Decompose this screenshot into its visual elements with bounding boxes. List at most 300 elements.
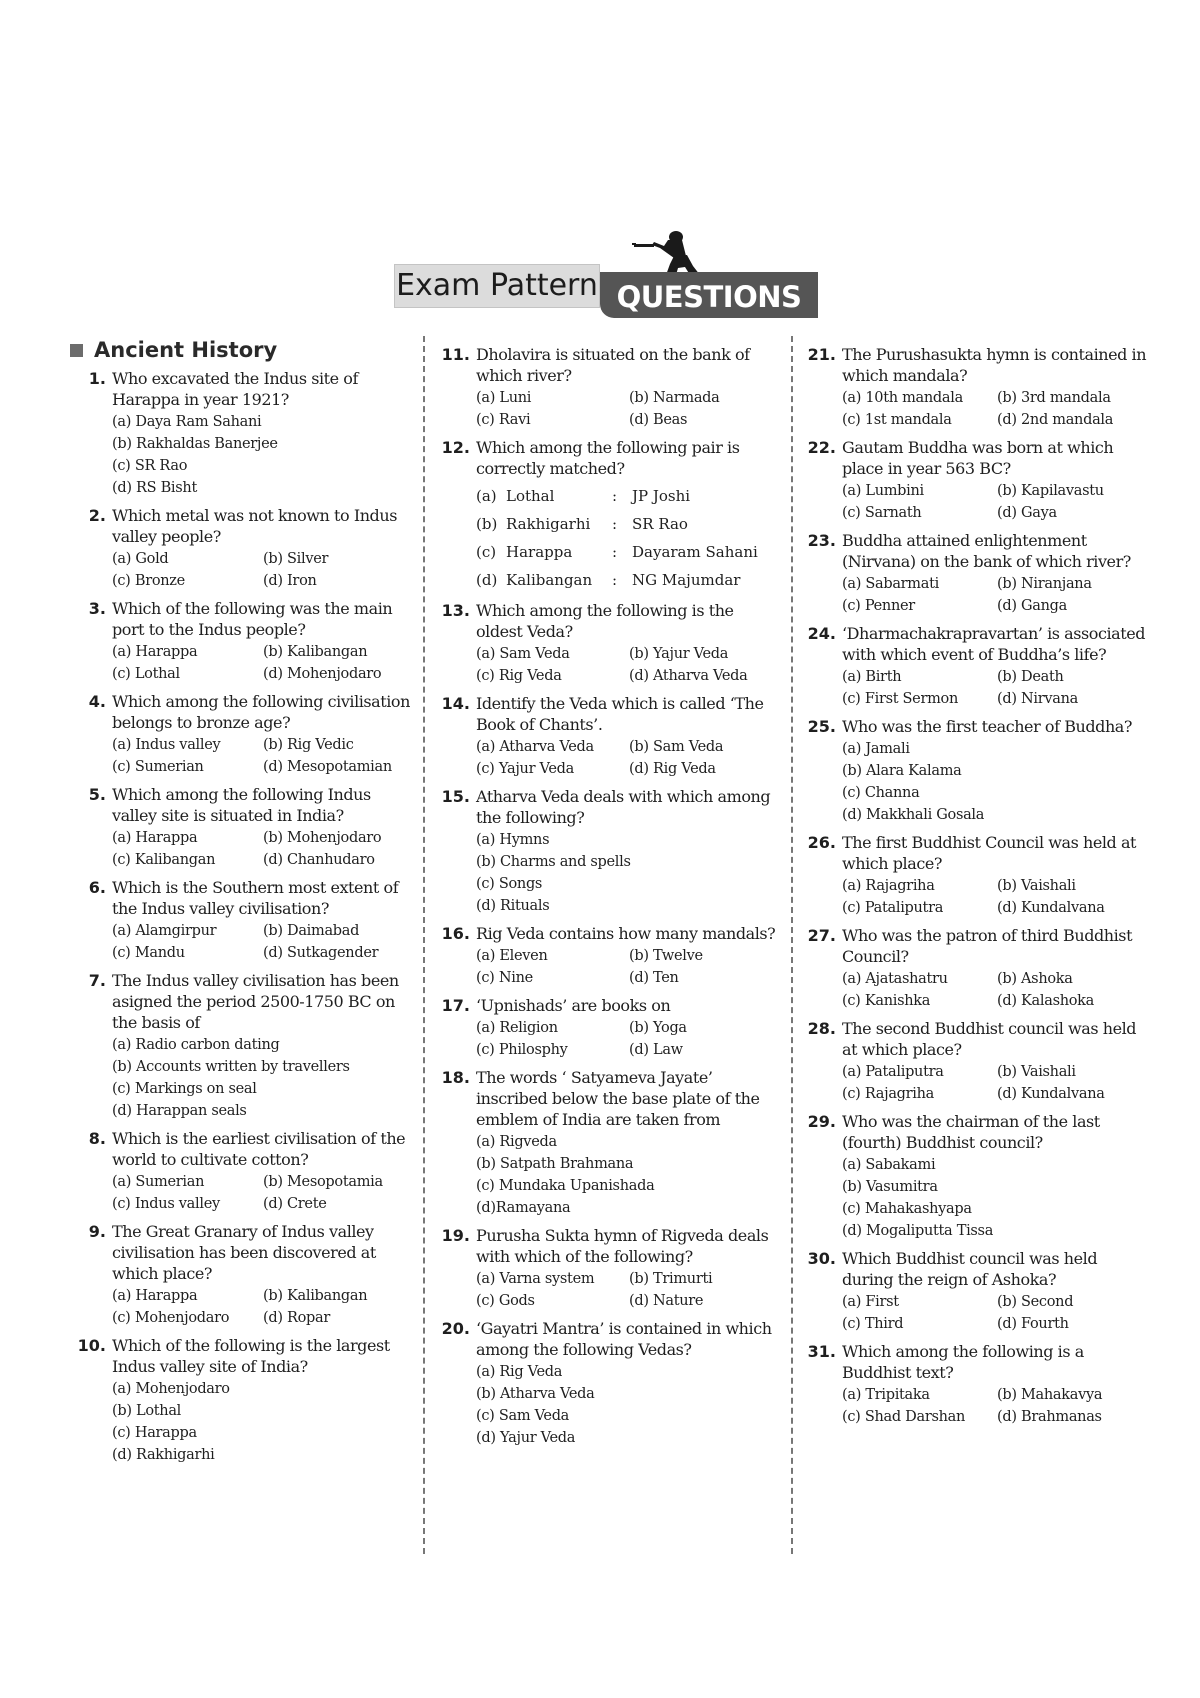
question-body [112, 970, 414, 1122]
answer-options [476, 643, 782, 687]
pair-excavator: NG Majumdar [632, 571, 741, 589]
answer-option: (a) Ajatashatru [842, 971, 948, 987]
question-number: 19. [441, 1226, 470, 1245]
answer-option: (d) Kundalvana [997, 1086, 1105, 1102]
question-number: 22. [807, 438, 836, 457]
answer-options [112, 1285, 414, 1329]
question-item [806, 925, 1152, 1012]
question-number: 27. [807, 926, 836, 945]
question-column-2 [440, 344, 782, 1455]
answer-option: (c) Penner [842, 598, 915, 614]
answer-option: (a) Alamgirpur [112, 923, 217, 939]
question-item [806, 623, 1152, 710]
answer-option: (a) Birth [842, 669, 902, 685]
answer-option: (c) First Sermon [842, 691, 959, 707]
question-text: Who was the chairman of the last (fourth) Buddhist council? [842, 1112, 1100, 1152]
pair-option-label: (b) [476, 515, 498, 533]
answer-option: (b) Ashoka [997, 971, 1073, 987]
question-text: Which among the following pair is correctly matched? [476, 438, 740, 478]
answer-option: (b) Mahakavya [997, 1387, 1103, 1403]
answer-options [842, 968, 1152, 1012]
pair-separator: : [612, 571, 618, 589]
answer-option: (c) Third [842, 1316, 904, 1332]
question-body [476, 1225, 782, 1312]
question-number: 28. [807, 1019, 836, 1038]
section-heading [70, 338, 414, 362]
question-item [440, 600, 782, 687]
answer-option: (c) Yajur Veda [476, 761, 574, 777]
answer-option: (d) Kalashoka [997, 993, 1095, 1009]
answer-option: (a) Rigveda [476, 1134, 557, 1150]
question-text: Which is the Southern most extent of the Indus valley civilisation? [112, 878, 399, 918]
answer-option: (c) Kalibangan [112, 852, 216, 868]
answer-option: (a) Rajagriha [842, 878, 935, 894]
answer-option: (a) Mohenjodaro [112, 1381, 230, 1397]
answer-options [112, 1034, 414, 1122]
answer-option: (c) Kanishka [842, 993, 931, 1009]
answer-option: (d) Mohenjodaro [263, 666, 382, 682]
question-item [440, 995, 782, 1061]
question-body [112, 368, 414, 499]
question-body [476, 1067, 782, 1219]
answer-option: (c) Songs [476, 876, 543, 892]
answer-option: (c) Lothal [112, 666, 180, 682]
question-item [70, 505, 414, 592]
answer-option: (b) Silver [263, 551, 329, 567]
answer-option: (c) Rajagriha [842, 1086, 935, 1102]
answer-option: (a) Luni [476, 390, 532, 406]
answer-option: (c) Gods [476, 1293, 535, 1309]
question-number: 2. [88, 506, 106, 525]
answer-option: (d) Sutkagender [263, 945, 379, 961]
answer-option: (c) Sam Veda [476, 1408, 570, 1424]
question-item [806, 832, 1152, 919]
answer-options [842, 666, 1152, 710]
question-number: 3. [88, 599, 106, 618]
answer-option: (c) SR Rao [112, 458, 188, 474]
answer-option: (a) Indus valley [112, 737, 221, 753]
answer-options [112, 641, 414, 685]
question-body [476, 786, 782, 917]
pair-site: Kalibangan [506, 571, 593, 589]
answer-option: (b) Death [997, 669, 1064, 685]
question-body [112, 877, 414, 964]
answer-option: (d) Rakhigarhi [112, 1447, 215, 1463]
answer-option: (a) Lumbini [842, 483, 924, 499]
answer-option: (b) Charms and spells [476, 854, 631, 870]
pair-excavator: Dayaram Sahani [632, 543, 758, 561]
answer-option: (c) Nine [476, 970, 533, 986]
answer-option: (d) Ganga [997, 598, 1067, 614]
pair-separator: : [612, 487, 618, 505]
answer-options [842, 1154, 1152, 1242]
question-item [440, 923, 782, 989]
question-body [112, 1128, 414, 1215]
question-text: Who was the patron of third Buddhist Council? [842, 926, 1133, 966]
question-column-3 [806, 344, 1152, 1434]
question-text: The words ‘ Satyameva Jayate’ inscribed below the base plate of the emblem of India are taken from [476, 1068, 760, 1129]
answer-options [476, 1268, 782, 1312]
question-text: Which Buddhist council was held during the reign of Ashoka? [842, 1249, 1098, 1289]
question-text: Purusha Sukta hymn of Rigveda deals with which of the following? [476, 1226, 769, 1266]
question-body [476, 437, 782, 594]
question-text: Which of the following was the main port to the Indus people? [112, 599, 393, 639]
answer-option: (b) Yajur Veda [629, 646, 729, 662]
answer-option: (b) Daimabad [263, 923, 360, 939]
question-item [806, 1341, 1152, 1428]
question-body [842, 925, 1152, 1012]
question-number: 20. [441, 1319, 470, 1338]
answer-option: (c) Sarnath [842, 505, 922, 521]
question-number: 12. [441, 438, 470, 457]
question-body [476, 344, 782, 431]
answer-option: (a) Hymns [476, 832, 550, 848]
answer-option: (c) Indus valley [112, 1196, 220, 1212]
answer-options [476, 945, 782, 989]
question-item [440, 693, 782, 780]
answer-option: (b) Trimurti [629, 1271, 713, 1287]
answer-option: (a) Daya Ram Sahani [112, 414, 262, 430]
answer-options [842, 1291, 1152, 1335]
match-pairs-table [476, 482, 782, 594]
question-item [806, 1248, 1152, 1335]
answer-option: (a) Eleven [476, 948, 548, 964]
answer-option: (b) Rig Vedic [263, 737, 354, 753]
pair-site: Harappa [506, 543, 573, 561]
answer-option: (a) Harappa [112, 644, 198, 660]
question-text: Which among the following civilisation belongs to bronze age? [112, 692, 410, 732]
question-item [70, 1128, 414, 1215]
answer-option: (d) Chanhudaro [263, 852, 375, 868]
question-item [70, 784, 414, 871]
question-item [70, 1221, 414, 1329]
answer-option: (b) Vasumitra [842, 1179, 938, 1195]
answer-option: (b) Sam Veda [629, 739, 724, 755]
questions-tab-label: QUESTIONS [600, 272, 818, 318]
question-text: ‘Dharmachakrapravartan’ is associated with which event of Buddha’s life? [842, 624, 1146, 664]
question-body [842, 1018, 1152, 1105]
answer-options [112, 1378, 414, 1466]
answer-option: (c) 1st mandala [842, 412, 952, 428]
answer-option: (d) Gaya [997, 505, 1057, 521]
answer-option: (d) Rituals [476, 898, 550, 914]
answer-options [842, 1384, 1152, 1428]
question-text: Which among the following is the oldest Veda? [476, 601, 734, 641]
question-body [842, 716, 1152, 826]
question-list [806, 344, 1152, 1428]
answer-options [476, 1017, 782, 1061]
question-number: 4. [88, 692, 106, 711]
answer-option: (c) Pataliputra [842, 900, 944, 916]
answer-option: (b) Second [997, 1294, 1074, 1310]
question-number: 21. [807, 345, 836, 364]
question-item [440, 786, 782, 917]
answer-option: (d) Makkhali Gosala [842, 807, 985, 823]
answer-option: (d) 2nd mandala [997, 412, 1114, 428]
answer-option: (d) Law [629, 1042, 683, 1058]
answer-option: (d) Nirvana [997, 691, 1078, 707]
answer-option: (c) Mahakashyapa [842, 1201, 972, 1217]
question-text: Which is the earliest civilisation of the world to cultivate cotton? [112, 1129, 406, 1169]
question-number: 18. [441, 1068, 470, 1087]
answer-option: (b) Lothal [112, 1403, 182, 1419]
answer-options [112, 1171, 414, 1215]
answer-option: (c) Mandu [112, 945, 185, 961]
answer-option: (a) Sabarmati [842, 576, 939, 592]
answer-option: (d) Mesopotamian [263, 759, 392, 775]
question-number: 26. [807, 833, 836, 852]
answer-option: (d) Nature [629, 1293, 704, 1309]
answer-option: (b) Mesopotamia [263, 1174, 383, 1190]
answer-option: (a) Jamali [842, 741, 910, 757]
question-body [842, 344, 1152, 431]
question-number: 17. [441, 996, 470, 1015]
answer-options [112, 827, 414, 871]
question-item [806, 530, 1152, 617]
answer-option: (a) Gold [112, 551, 169, 567]
question-number: 6. [88, 878, 106, 897]
question-item [70, 598, 414, 685]
answer-option: (b) Alara Kalama [842, 763, 962, 779]
answer-option: (d) Fourth [997, 1316, 1069, 1332]
pair-excavator: SR Rao [632, 515, 688, 533]
question-number: 11. [441, 345, 470, 364]
question-number: 30. [807, 1249, 836, 1268]
answer-options [112, 411, 414, 499]
match-pair-row [476, 482, 782, 510]
answer-option: (a) First [842, 1294, 899, 1310]
answer-options [112, 920, 414, 964]
question-number: 10. [77, 1336, 106, 1355]
column-divider [791, 336, 793, 1554]
question-number: 9. [88, 1222, 106, 1241]
question-text: Which among the following Indus valley site is situated in India? [112, 785, 371, 825]
answer-options [842, 573, 1152, 617]
answer-option: (b) Narmada [629, 390, 720, 406]
pair-excavator: JP Joshi [632, 487, 691, 505]
question-number: 29. [807, 1112, 836, 1131]
answer-option: (a) Harappa [112, 1288, 198, 1304]
question-item [70, 691, 414, 778]
question-text: Buddha attained enlightenment (Nirvana) on the bank of which river? [842, 531, 1131, 571]
answer-option: (d) Kundalvana [997, 900, 1105, 916]
answer-option: (a) Religion [476, 1020, 558, 1036]
answer-option: (a) Rig Veda [476, 1364, 563, 1380]
question-number: 16. [441, 924, 470, 943]
answer-option: (a) Radio carbon dating [112, 1037, 280, 1053]
answer-option: (d) Yajur Veda [476, 1430, 576, 1446]
answer-options [842, 387, 1152, 431]
question-item [440, 1067, 782, 1219]
question-number: 14. [441, 694, 470, 713]
question-text: Who excavated the Indus site of Harappa in year 1921? [112, 369, 358, 409]
answer-option: (c) Markings on seal [112, 1081, 257, 1097]
square-bullet-icon [70, 344, 83, 357]
question-body [112, 691, 414, 778]
question-text: Rig Veda contains how many mandals? [476, 924, 776, 943]
soldier-icon [630, 230, 710, 276]
answer-option: (b) Vaishali [997, 878, 1076, 894]
pair-separator: : [612, 543, 618, 561]
answer-option: (d) Iron [263, 573, 317, 589]
answer-option: (a) Sam Veda [476, 646, 570, 662]
answer-option: (d) Crete [263, 1196, 327, 1212]
answer-option: (d) Rig Veda [629, 761, 716, 777]
pair-option-label: (d) [476, 571, 498, 589]
question-item [806, 437, 1152, 524]
answer-option: (c) Mundaka Upanishada [476, 1178, 655, 1194]
answer-option: (b) Vaishali [997, 1064, 1076, 1080]
answer-option: (c) Bronze [112, 573, 185, 589]
column-divider [423, 336, 425, 1554]
answer-option: (a) Tripitaka [842, 1387, 930, 1403]
question-number: 8. [88, 1129, 106, 1148]
question-item [70, 368, 414, 499]
answer-options [476, 829, 782, 917]
answer-options [476, 1361, 782, 1449]
question-item [806, 716, 1152, 826]
answer-option: (a) Sumerian [112, 1174, 205, 1190]
question-body [112, 1221, 414, 1329]
answer-option: (c) Channa [842, 785, 920, 801]
question-list [70, 368, 414, 1466]
question-body [842, 530, 1152, 617]
question-column-1 [70, 338, 414, 1472]
question-body [476, 1318, 782, 1449]
question-text: Which metal was not known to Indus valley people? [112, 506, 397, 546]
answer-option: (b) Kapilavastu [997, 483, 1104, 499]
answer-option: (d) Brahmanas [997, 1409, 1102, 1425]
question-number: 5. [88, 785, 106, 804]
question-body [476, 923, 782, 989]
question-body [842, 623, 1152, 710]
answer-option: (d) Mogaliputta Tissa [842, 1223, 994, 1239]
answer-option: (d) RS Bisht [112, 480, 197, 496]
question-body [112, 784, 414, 871]
question-text: Which among the following is a Buddhist text? [842, 1342, 1084, 1382]
answer-option: (b) Accounts written by travellers [112, 1059, 350, 1075]
answer-option: (b) Satpath Brahmana [476, 1156, 634, 1172]
answer-option: (b) 3rd mandala [997, 390, 1111, 406]
exam-pattern-label: Exam Pattern [394, 264, 600, 308]
answer-option: (a) 10th mandala [842, 390, 963, 406]
question-text: ‘Upnishads’ are books on [476, 996, 671, 1015]
answer-option: (c) Ravi [476, 412, 531, 428]
question-number: 1. [88, 369, 106, 388]
question-body [476, 600, 782, 687]
answer-option: (c) Philosphy [476, 1042, 568, 1058]
question-list [440, 344, 782, 1449]
answer-options [476, 387, 782, 431]
answer-option: (b) Kalibangan [263, 1288, 368, 1304]
answer-option: (b) Kalibangan [263, 644, 368, 660]
question-text: Dholavira is situated on the bank of which river? [476, 345, 750, 385]
question-item [440, 437, 782, 594]
answer-option: (d)Ramayana [476, 1200, 571, 1216]
question-body [112, 505, 414, 592]
pair-site: Lothal [506, 487, 555, 505]
answer-option: (b) Atharva Veda [476, 1386, 595, 1402]
question-body [476, 995, 782, 1061]
question-number: 25. [807, 717, 836, 736]
answer-option: (d) Ropar [263, 1310, 331, 1326]
question-item [806, 1111, 1152, 1242]
question-body [476, 693, 782, 780]
answer-option: (a) Harappa [112, 830, 198, 846]
question-number: 24. [807, 624, 836, 643]
answer-options [842, 480, 1152, 524]
answer-option: (d) Ten [629, 970, 679, 986]
question-body [842, 1248, 1152, 1335]
pair-option-label: (c) [476, 543, 497, 561]
question-number: 13. [441, 601, 470, 620]
question-text: Which of the following is the largest Indus valley site of India? [112, 1336, 390, 1376]
pair-option-label: (a) [476, 487, 497, 505]
question-text: The second Buddhist council was held at which place? [842, 1019, 1137, 1059]
question-text: The Indus valley civilisation has been asigned the period 2500-1750 BC on the basis of [112, 971, 399, 1032]
answer-options [842, 875, 1152, 919]
question-item [70, 1335, 414, 1466]
answer-option: (b) Mohenjodaro [263, 830, 382, 846]
answer-option: (b) Yoga [629, 1020, 687, 1036]
answer-options [476, 736, 782, 780]
answer-option: (b) Niranjana [997, 576, 1092, 592]
question-text: ‘Gayatri Mantra’ is contained in which among the following Vedas? [476, 1319, 772, 1359]
question-item [440, 344, 782, 431]
question-body [112, 1335, 414, 1466]
answer-option: (a) Sabakami [842, 1157, 936, 1173]
answer-option: (a) Atharva Veda [476, 739, 594, 755]
question-body [112, 598, 414, 685]
question-body [842, 1111, 1152, 1242]
match-pair-row [476, 510, 782, 538]
match-pair-row [476, 538, 782, 566]
answer-option: (b) Twelve [629, 948, 703, 964]
answer-option: (c) Shad Darshan [842, 1409, 966, 1425]
answer-option: (a) Pataliputra [842, 1064, 944, 1080]
section-title: Ancient History [94, 338, 278, 362]
question-number: 23. [807, 531, 836, 550]
question-body [842, 437, 1152, 524]
question-text: The Great Granary of Indus valley civilisation has been discovered at which place? [112, 1222, 376, 1283]
pair-site: Rakhigarhi [506, 515, 591, 533]
answer-options [112, 548, 414, 592]
question-number: 15. [441, 787, 470, 806]
question-item [70, 877, 414, 964]
question-text: Identify the Veda which is called ‘The Book of Chants’. [476, 694, 764, 734]
question-body [842, 832, 1152, 919]
answer-options [842, 738, 1152, 826]
match-pair-row [476, 566, 782, 594]
answer-option: (d) Harappan seals [112, 1103, 247, 1119]
question-item [440, 1225, 782, 1312]
answer-option: (b) Rakhaldas Banerjee [112, 436, 278, 452]
question-item [70, 970, 414, 1122]
question-number: 7. [88, 971, 106, 990]
answer-option: (c) Sumerian [112, 759, 204, 775]
question-number: 31. [807, 1342, 836, 1361]
answer-options [112, 734, 414, 778]
question-body [842, 1341, 1152, 1428]
question-text: Atharva Veda deals with which among the following? [476, 787, 771, 827]
question-item [806, 344, 1152, 431]
question-text: The first Buddhist Council was held at which place? [842, 833, 1137, 873]
answer-options [842, 1061, 1152, 1105]
answer-options [476, 1131, 782, 1219]
answer-option: (c) Mohenjodaro [112, 1310, 230, 1326]
answer-option: (d) Beas [629, 412, 688, 428]
page-header [394, 230, 826, 322]
